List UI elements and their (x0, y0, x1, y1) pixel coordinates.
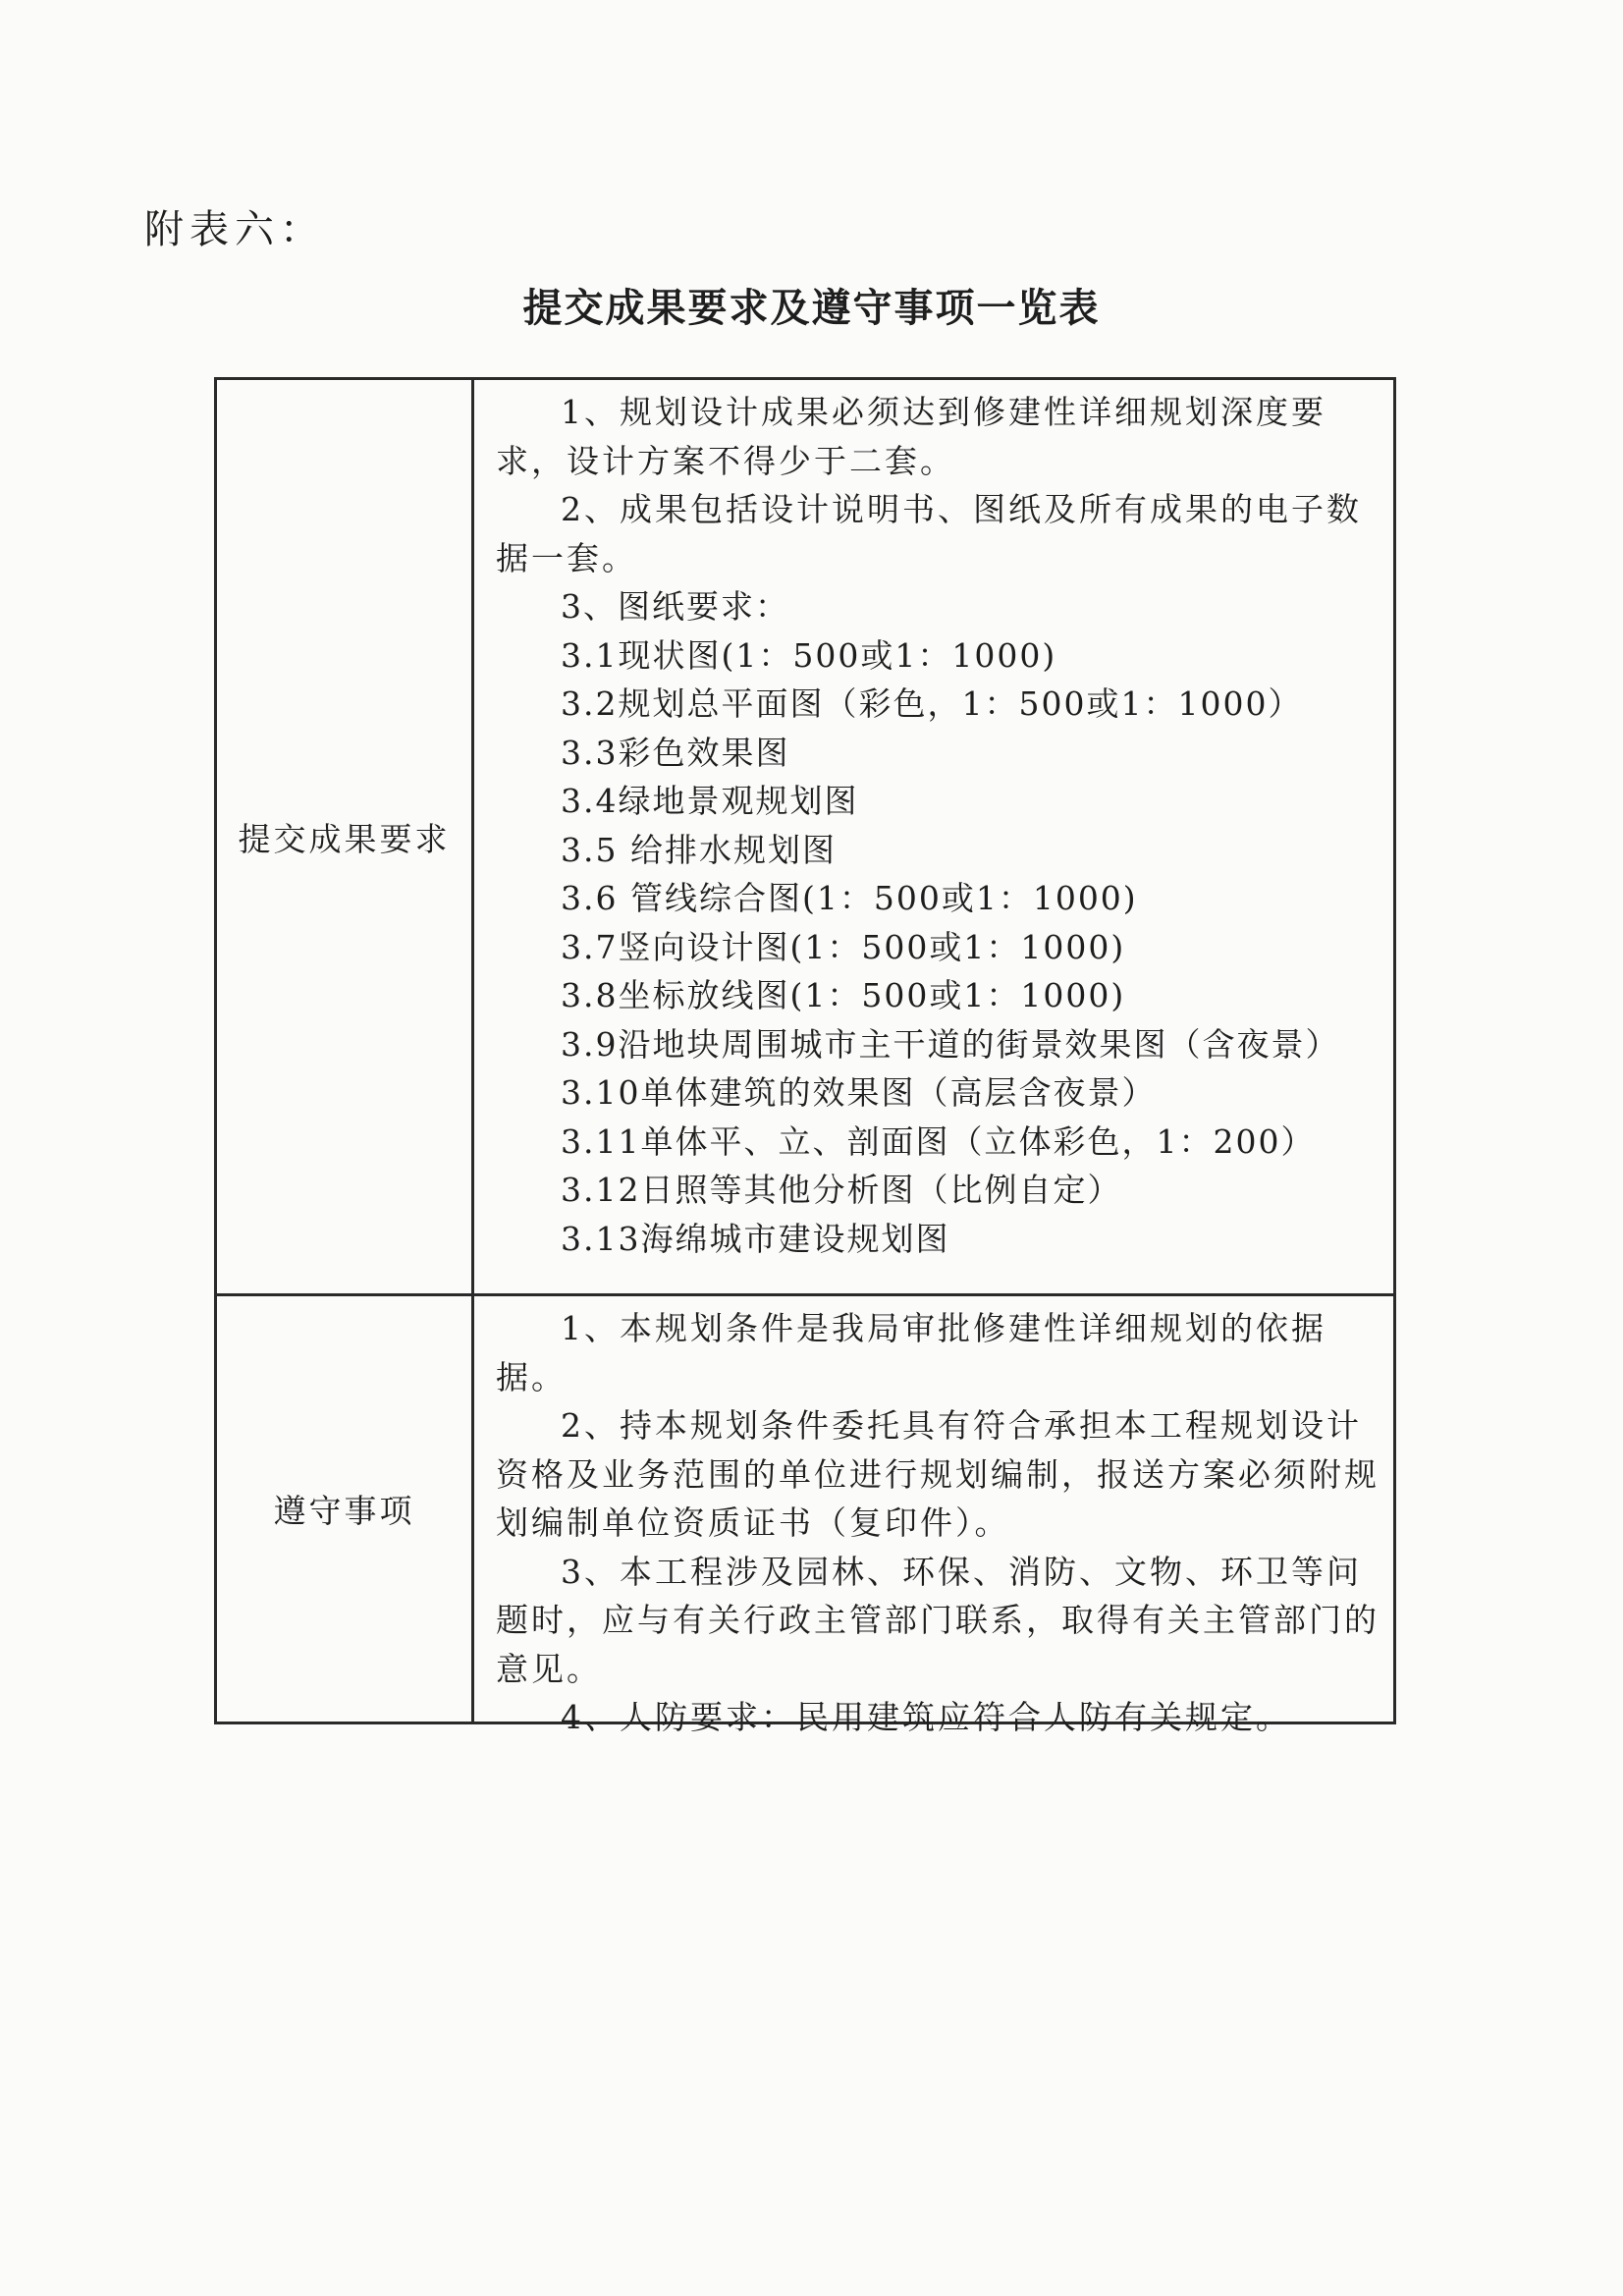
results-item: 3.5 给排水规划图 (561, 830, 837, 869)
results-item: 3、图纸要求： (561, 587, 789, 626)
results-item: 3.10单体建筑的效果图（高层含夜景） (561, 1073, 1157, 1112)
compliance-item: 4、人防要求：民用建筑应符合人防有关规定。 (561, 1698, 1291, 1736)
results-item: 3.6 管线综合图(1：500或1：1000) (561, 879, 1138, 917)
requirements-table (214, 377, 1396, 1736)
results-item: 1、规划设计成果必须达到修建性详细规划深度要求，设计方案不得少于二套。 (496, 393, 1326, 480)
row-label-compliance: 遵守事项 (217, 1296, 474, 1722)
results-item: 3.13海绵城市建设规划图 (561, 1219, 950, 1258)
row-label-results: 提交成果要求 (217, 380, 474, 1293)
results-item: 3.11单体平、立、剖面图（立体彩色，1：200） (561, 1121, 1316, 1161)
table-row-results (217, 380, 1393, 1293)
results-item: 3.8坐标放线图(1：500或1：1000) (561, 976, 1126, 1014)
document-title: 提交成果要求及遵守事项一览表 (522, 286, 1101, 331)
results-item: 3.2规划总平面图（彩色，1：500或1：1000） (561, 684, 1303, 723)
results-item: 3.3彩色效果图 (561, 733, 790, 772)
results-item: 3.12日照等其他分析图（比例自定） (561, 1171, 1122, 1209)
results-item: 3.9沿地块周围城市主干道的街景效果图（含夜景） (561, 1024, 1340, 1064)
compliance-item: 2、持本规划条件委托具有符合承担本工程规划设计资格及业务范围的单位进行规划编制，报送方案必须附规划编制单位资质证书（复印件）。 (496, 1406, 1380, 1542)
compliance-item: 3、本工程涉及园林、环保、消防、文物、环卫等问题时，应与有关行政主管部门联系，取得有关主管部门的意见。 (496, 1552, 1380, 1688)
results-item: 2、成果包括设计说明书、图纸及所有成果的电子数据一套。 (496, 490, 1362, 577)
results-item: 3.1现状图(1：500或1：1000) (561, 635, 1057, 675)
table-row-compliance (217, 1293, 1393, 1736)
results-content (474, 380, 1393, 1293)
annex-label: 附表六： (144, 207, 325, 252)
compliance-item: 1、本规划条件是我局审批修建性详细规划的依据据。 (496, 1309, 1326, 1396)
compliance-content (474, 1296, 1393, 1736)
results-item: 3.7竖向设计图(1：500或1：1000) (561, 927, 1126, 966)
results-item: 3.4绿地景观规划图 (561, 782, 859, 820)
